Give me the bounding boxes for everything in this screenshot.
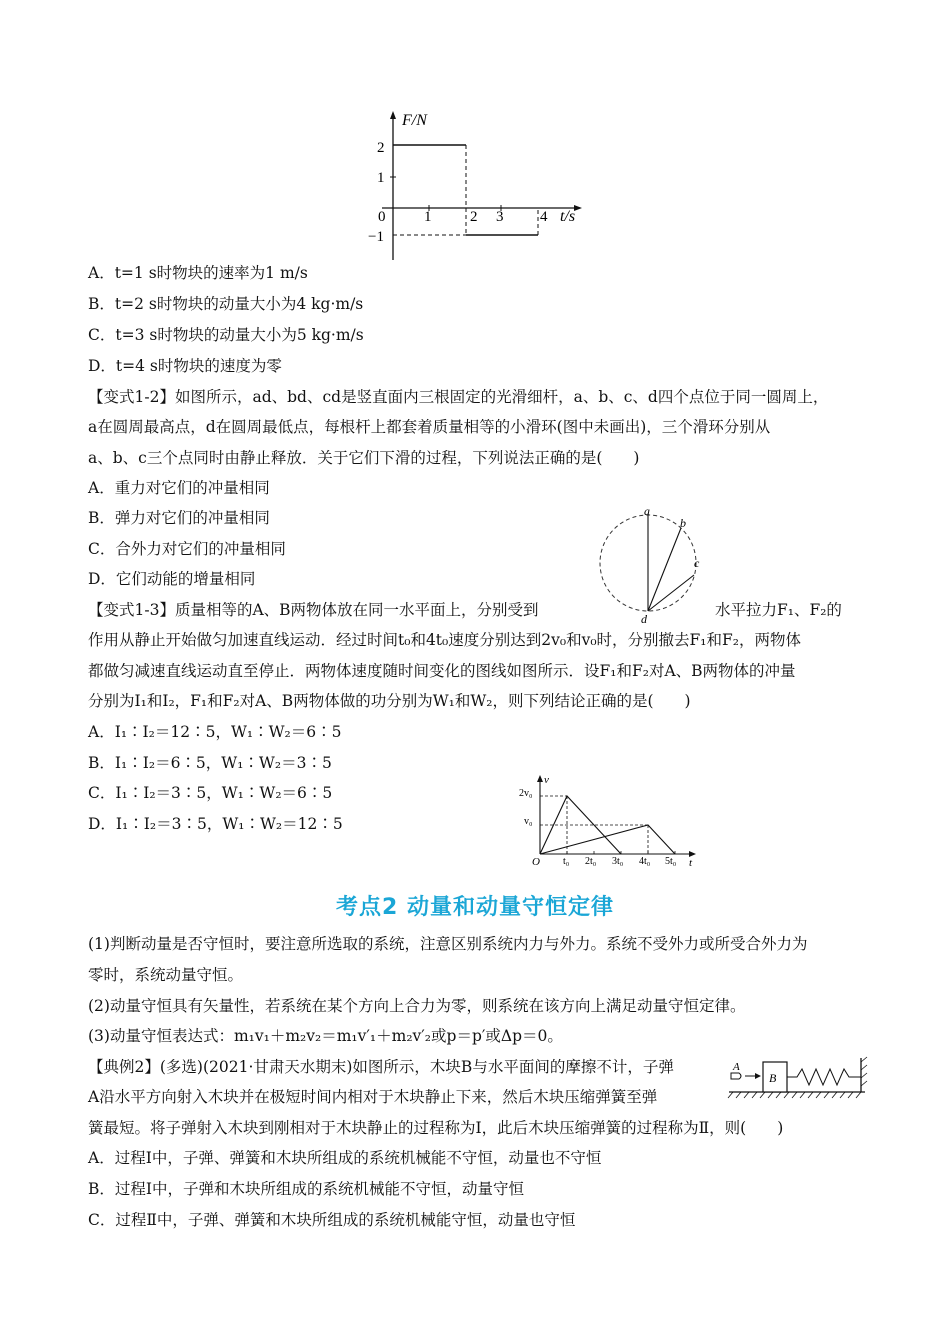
t-axis-label-vt: t: [689, 857, 693, 867]
x-tick-4: 4: [540, 209, 548, 225]
example2-line3: 簧最短。将子弹射入木块到刚相对于木块静止的过程称为Ⅰ，此后木块压缩弹簧的过程称为Ⅱ，则( ): [88, 1119, 784, 1137]
x-tick-2: 2: [470, 209, 478, 225]
x-tick-3t0: 3t₀: [612, 856, 624, 867]
label-b: b: [680, 516, 686, 530]
q3-option-c: C．I₁∶I₂＝3∶5，W₁∶W₂＝6∶5: [88, 784, 333, 802]
q3-stem-line4: 分别为I₁和I₂，F₁和F₂对A、B两物体做的功分别为W₁和W₂，则下列结论正确的是( ): [88, 692, 691, 710]
q3-option-a: A．I₁∶I₂＝12∶5，W₁∶W₂＝6∶5: [88, 723, 342, 741]
section-title: 考点2 动量和动量守恒定律: [336, 895, 614, 920]
label-c: c: [694, 556, 700, 570]
y-tick-v0: v₀: [524, 816, 533, 827]
circle-rods-figure: [590, 505, 710, 625]
q1-option-a: A．t=1 s时物块的速率为1 m/s: [88, 264, 308, 282]
q2-stem-line2: a在圆周最高点，d在圆周最低点，每根杆上都套着质量相等的小滑环(图中未画出)，三个滑环分别从: [88, 418, 771, 436]
v-axis-label: v: [544, 774, 549, 786]
bullet-label: A: [733, 1061, 740, 1073]
x-tick-5t0: 5t₀: [665, 856, 677, 867]
q3-option-d: D．I₁∶I₂＝3∶5，W₁∶W₂＝12∶5: [88, 815, 343, 833]
y-tick-2: 2: [377, 140, 385, 156]
example2-line1: 【典例2】(多选)(2021·甘肃天水期末)如图所示，木块B与水平面间的摩擦不计，子弹: [88, 1058, 674, 1076]
q3-option-b: B．I₁∶I₂＝6∶5，W₁∶W₂＝3∶5: [88, 754, 332, 772]
q3-stem-line2: 作用从静止开始做匀加速直线运动．经过时间t₀和4t₀速度分别达到2v₀和v₀时，分别撤去F₁和F₂，两物体: [88, 631, 801, 649]
x-tick-t0: t₀: [563, 856, 570, 867]
q2-option-d: D．它们动能的增量相同: [88, 570, 256, 588]
f-axis-label: F/N: [402, 112, 427, 129]
q2-stem-line3: a、b、c三个点同时由静止释放．关于它们下滑的过程，下列说法正确的是( ): [88, 449, 640, 467]
y-tick-1: 1: [377, 170, 385, 186]
label-a: a: [644, 505, 650, 518]
section-p1-line1: (1)判断动量是否守恒时，要注意所选取的系统，注意区别系统内力与外力。系统不受外力或所受合外力为: [88, 935, 808, 953]
y-tick-neg1: −1: [368, 229, 384, 245]
x-tick-3: 3: [496, 209, 504, 225]
bullet-a: [731, 1073, 741, 1079]
q3-stem-line1b: 水平拉力F₁、F₂的: [715, 601, 842, 619]
x-tick-0: 0: [378, 209, 386, 225]
block-label: B: [769, 1071, 777, 1085]
example2-line2: A沿水平方向射入木块并在极短时间内相对于木块静止下来，然后木块压缩弹簧至弹: [88, 1088, 658, 1106]
section-p3: (3)动量守恒表达式：m₁v₁＋m₂v₂＝m₁v′₁＋m₂v′₂或p＝p′或Δp＝0。: [88, 1027, 563, 1045]
t-axis-label: t/s: [560, 208, 576, 225]
example2-option-a: A．过程Ⅰ中，子弹、弹簧和木块所组成的系统机械能不守恒，动量也不守恒: [88, 1149, 602, 1167]
y-tick-2v0: 2v₀: [519, 788, 533, 799]
x-tick-4t0: 4t₀: [639, 856, 651, 867]
q2-stem-line1: 【变式1-2】如图所示，ad、bd、cd是竖直面内三根固定的光滑细杆，a、b、c、d四个点位于同一圆周上，: [88, 388, 829, 406]
label-d: d: [641, 612, 647, 625]
q1-option-d: D．t=4 s时物块的速度为零: [88, 357, 282, 375]
x-tick-1: 1: [424, 209, 432, 225]
velocity-time-graph: [515, 772, 700, 867]
q3-stem-line1a: 【变式1-3】质量相等的A、B两物体放在同一水平面上，分别受到: [88, 601, 539, 619]
q1-option-b: B．t=2 s时物块的动量大小为4 kg·m/s: [88, 295, 364, 313]
spring: [787, 1069, 861, 1085]
bullet-block-spring-figure: [725, 1050, 870, 1105]
x-tick-origin: O: [532, 856, 540, 867]
section-p2: (2)动量守恒具有矢量性，若系统在某个方向上合力为零，则系统在该方向上满足动量守恒定律。: [88, 997, 746, 1015]
section-p1-line2: 零时，系统动量守恒。: [88, 966, 244, 984]
q2-option-c: C．合外力对它们的冲量相同: [88, 540, 286, 558]
q2-option-a: A．重力对它们的冲量相同: [88, 479, 270, 497]
example2-option-b: B．过程Ⅰ中，子弹和木块所组成的系统机械能不守恒，动量守恒: [88, 1180, 525, 1198]
q2-option-b: B．弹力对它们的冲量相同: [88, 509, 270, 527]
x-tick-2t0: 2t₀: [585, 856, 597, 867]
example2-option-c: C．过程Ⅱ中，子弹、弹簧和木块所组成的系统机械能守恒，动量也守恒: [88, 1211, 576, 1229]
q3-stem-line3: 都做匀减速直线运动直至停止．两物体速度随时间变化的图线如图所示．设F₁和F₂对A、B两物体的冲量: [88, 662, 796, 680]
q1-option-c: C．t=3 s时物块的动量大小为5 kg·m/s: [88, 326, 364, 344]
force-time-graph: [360, 105, 590, 265]
